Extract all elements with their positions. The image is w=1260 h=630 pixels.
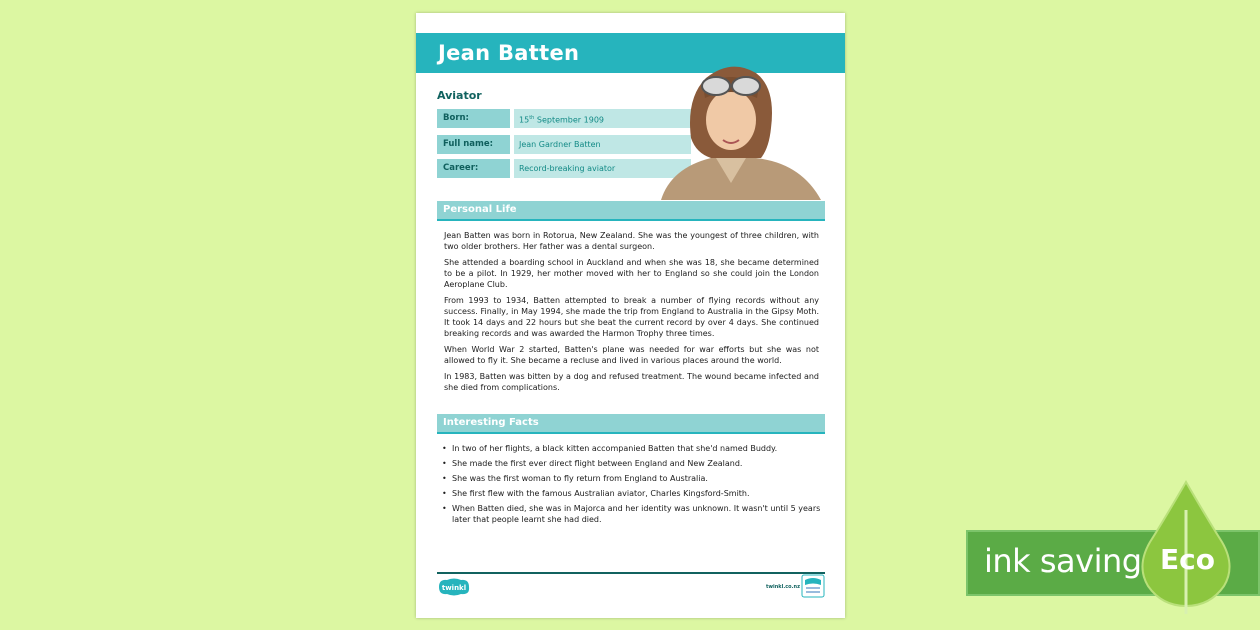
badge-icon — [801, 574, 825, 598]
list-item — [442, 443, 822, 454]
bullet: • — [442, 459, 447, 468]
paragraph: From 1993 to 1934, Batten attempted to break a number of flying records without any success. Finally, in May 1994, she made the trip from England to Australia in the Gipsy Moth. It took 14 days and 22 hours but she beat the current record by over 4 days. She continued breaking records and was awarded the Harmon Trophy three times. — [444, 296, 819, 338]
facts-list — [442, 443, 822, 529]
list-item — [442, 473, 822, 484]
info-value: Jean Gardner Batten — [514, 135, 691, 154]
interesting-facts-heading: Interesting Facts — [437, 414, 825, 434]
fact-text: When Batten died, she was in Majorca and her identity was unknown. It wasn't until 5 years later that people learnt she had died. — [452, 504, 821, 524]
portrait-illustration — [661, 58, 825, 200]
fact-text: In two of her flights, a black kitten accompanied Batten that she'd named Buddy. — [452, 444, 778, 453]
svg-text:twinkl: twinkl — [441, 584, 467, 592]
subtitle: Aviator — [437, 89, 482, 102]
eco-banner-text: ink saving — [984, 542, 1142, 580]
twinkl-logo — [437, 577, 471, 597]
bullet: • — [442, 474, 447, 483]
bullet: • — [442, 444, 447, 453]
info-value: Record-breaking aviator — [514, 159, 691, 178]
footer-url: twinkl.co.nz — [766, 584, 800, 590]
paragraph: In 1983, Batten was bitten by a dog and refused treatment. The wound became infected and she died from complications. — [444, 372, 819, 392]
fact-sheet — [416, 13, 845, 618]
fact-text: She was the first woman to fly return from England to Australia. — [452, 474, 708, 483]
bullet: • — [442, 504, 447, 513]
list-item — [442, 458, 822, 469]
list-item — [442, 503, 822, 525]
paragraph: When World War 2 started, Batten's plane was needed for war efforts but she was not allowed to fly it. She became a recluse and lived in various places around the world. — [444, 345, 819, 365]
personal-life-heading: Personal Life — [437, 201, 825, 221]
paragraph: Jean Batten was born in Rotorua, New Zealand. She was the youngest of three children, with two older brothers. Her father was a dental surgeon. — [444, 231, 819, 251]
personal-life-text — [444, 230, 819, 398]
fact-text: She first flew with the famous Australian aviator, Charles Kingsford-Smith. — [452, 489, 750, 498]
info-value: 15th September 1909 — [514, 109, 691, 128]
info-label: Born: — [437, 109, 510, 128]
paragraph: She attended a boarding school in Auckland and when she was 18, she became determined to be a pilot. In 1929, her mother moved with her to England so she could join the London Aeroplane Club. — [444, 258, 819, 289]
footer-divider — [437, 572, 825, 574]
eco-badge-label: Eco — [1160, 543, 1215, 576]
info-label: Full name: — [437, 135, 510, 154]
info-label: Career: — [437, 159, 510, 178]
bullet: • — [442, 489, 447, 498]
fact-text: She made the first ever direct flight between England and New Zealand. — [452, 459, 743, 468]
list-item — [442, 488, 822, 499]
page-title: Jean Batten — [438, 41, 580, 65]
